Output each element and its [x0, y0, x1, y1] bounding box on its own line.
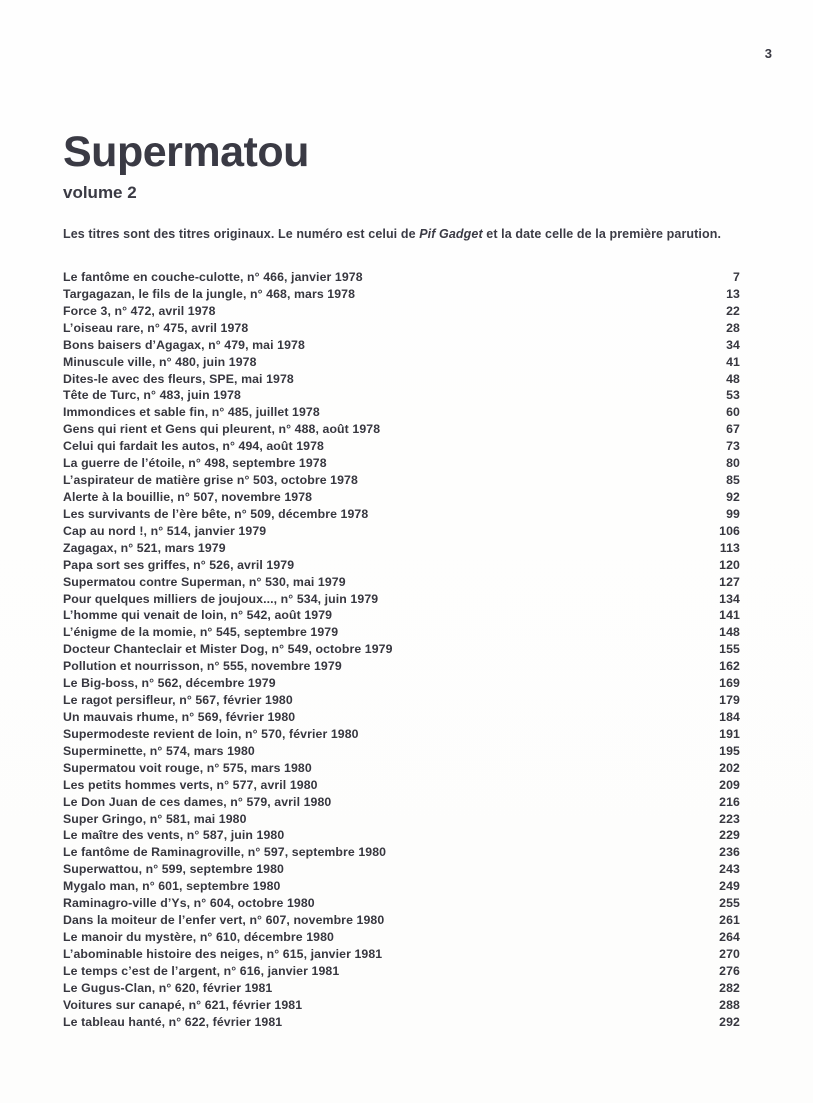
toc-entry-page: 92 — [726, 489, 740, 504]
toc-entry-title: Targagazan, le fils de la jungle, n° 468, mars 1978 — [63, 286, 356, 301]
toc-entry-title: Superwattou, n° 599, septembre 1980 — [63, 862, 284, 877]
toc-entry-page: 261 — [719, 913, 740, 928]
toc-entry-page: 127 — [719, 574, 740, 589]
intro-note-part1: Les titres sont des titres originaux. Le numéro est celui de — [63, 227, 420, 241]
toc-row — [63, 693, 740, 710]
toc-entry-page: 22 — [726, 303, 740, 318]
toc-entry-title: Le Big-boss, n° 562, décembre 1979 — [63, 676, 276, 691]
toc-entry-page: 184 — [719, 709, 740, 724]
toc-entry-title: Bons baisers d’Agagax, n° 479, mai 1978 — [63, 337, 305, 352]
page-number-folio: 3 — [764, 46, 772, 61]
toc-row — [63, 372, 740, 389]
toc-entry-title: Papa sort ses griffes, n° 526, avril 1979 — [63, 557, 295, 572]
toc-entry-title: Le Don Juan de ces dames, n° 579, avril 1980 — [63, 794, 332, 809]
toc-entry-title: Supermodeste revient de loin, n° 570, février 1980 — [63, 726, 359, 741]
toc-row — [63, 727, 740, 744]
toc-entry-page: 113 — [719, 540, 740, 555]
toc-row — [63, 913, 740, 930]
toc-entry-page: 48 — [726, 371, 740, 386]
toc-row — [63, 405, 740, 422]
toc-row — [63, 608, 740, 625]
toc-row — [63, 778, 740, 795]
toc-row — [63, 710, 740, 727]
toc-entry-title: Cap au nord !, n° 514, janvier 1979 — [63, 523, 267, 538]
toc-entry-title: Dites-le avec des fleurs, SPE, mai 1978 — [63, 371, 294, 386]
toc-entry-title: La guerre de l’étoile, n° 498, septembre 1978 — [63, 456, 327, 471]
toc-entry-title: Force 3, n° 472, avril 1978 — [63, 303, 216, 318]
toc-entry-page: 67 — [726, 422, 740, 437]
toc-entry-page: 229 — [719, 828, 740, 843]
toc-entry-page: 179 — [719, 693, 740, 708]
toc-row — [63, 744, 740, 761]
toc-row — [63, 998, 740, 1015]
toc-entry-title: Les petits hommes verts, n° 577, avril 1980 — [63, 777, 318, 792]
toc-entry-page: 28 — [726, 320, 740, 335]
toc-entry-title: Zagagax, n° 521, mars 1979 — [63, 540, 226, 555]
toc-entry-title: Tête de Turc, n° 483, juin 1978 — [63, 388, 241, 403]
toc-row — [63, 930, 740, 947]
toc-entry-page: 243 — [719, 862, 740, 877]
page-content — [63, 128, 740, 1031]
toc-entry-page: 270 — [719, 946, 740, 961]
toc-row — [63, 321, 740, 338]
toc-entry-title: Pour quelques milliers de joujoux..., n° 534, juin 1979 — [63, 591, 379, 606]
toc-entry-page: 13 — [726, 286, 740, 301]
toc-entry-title: Le ragot persifleur, n° 567, février 1980 — [63, 693, 293, 708]
toc-row — [63, 828, 740, 845]
toc-entry-title: L’énigme de la momie, n° 545, septembre 1979 — [63, 625, 339, 640]
toc-entry-title: L’abominable histoire des neiges, n° 615, janvier 1981 — [63, 946, 383, 961]
toc-row — [63, 795, 740, 812]
toc-entry-title: Le manoir du mystère, n° 610, décembre 1980 — [63, 929, 334, 944]
toc-row — [63, 422, 740, 439]
toc-row — [63, 388, 740, 405]
page-subtitle: volume 2 — [63, 183, 137, 202]
toc-entry-page: 169 — [719, 676, 740, 691]
toc-entry-title: Immondices et sable fin, n° 485, juillet 1978 — [63, 405, 320, 420]
toc-entry-page: 276 — [719, 963, 740, 978]
toc-entry-page: 85 — [726, 473, 740, 488]
toc-entry-title: Mygalo man, n° 601, septembre 1980 — [63, 879, 281, 894]
toc-entry-page: 148 — [719, 625, 740, 640]
toc-entry-title: Un mauvais rhume, n° 569, février 1980 — [63, 709, 296, 724]
toc-entry-title: Alerte à la bouillie, n° 507, novembre 1978 — [63, 489, 313, 504]
toc-entry-page: 141 — [719, 608, 740, 623]
toc-entry-title: Super Gringo, n° 581, mai 1980 — [63, 811, 247, 826]
toc-entry-title: Le tableau hanté, n° 622, février 1981 — [63, 1014, 283, 1029]
page-title: Supermatou — [63, 128, 309, 176]
toc-entry-page: 202 — [719, 760, 740, 775]
toc-entry-page: 288 — [719, 997, 740, 1012]
toc-row — [63, 338, 740, 355]
toc-entry-title: Le Gugus-Clan, n° 620, février 1981 — [63, 980, 273, 995]
toc-entry-title: Le temps c’est de l’argent, n° 616, janvier 1981 — [63, 963, 340, 978]
toc-entry-page: 73 — [726, 439, 740, 454]
toc-entry-page: 53 — [726, 388, 740, 403]
toc-row — [63, 524, 740, 541]
toc-entry-page: 60 — [726, 405, 740, 420]
toc-row — [63, 947, 740, 964]
toc-row — [63, 355, 740, 372]
toc-entry-title: Le fantôme de Raminagroville, n° 597, septembre 1980 — [63, 845, 387, 860]
intro-note-part2: et la date celle de la première parution. — [482, 227, 722, 241]
toc-entry-page: 255 — [719, 896, 740, 911]
toc-entry-page: 216 — [719, 794, 740, 809]
toc-entry-page: 209 — [719, 777, 740, 792]
toc-entry-page: 7 — [733, 270, 740, 284]
toc-row — [63, 490, 740, 507]
toc-row — [63, 642, 740, 659]
toc-row — [63, 270, 740, 287]
toc-entry-page: 249 — [719, 879, 740, 894]
toc-row — [63, 558, 740, 575]
toc-entry-title: Voitures sur canapé, n° 621, février 1981 — [63, 997, 303, 1012]
toc-entry-title: L’oiseau rare, n° 475, avril 1978 — [63, 320, 249, 335]
toc-row — [63, 845, 740, 862]
toc-entry-title: Les survivants de l’ère bête, n° 509, décembre 1978 — [63, 506, 369, 521]
toc-row — [63, 507, 740, 524]
toc-row — [63, 575, 740, 592]
toc-entry-page: 41 — [726, 354, 740, 369]
toc-entry-page: 106 — [719, 523, 740, 538]
toc-entry-page: 134 — [719, 591, 740, 606]
toc-entry-page: 195 — [719, 743, 740, 758]
toc-entry-page: 120 — [719, 557, 740, 572]
toc-entry-page: 282 — [719, 980, 740, 995]
toc-row — [63, 659, 740, 676]
toc-entry-title: Celui qui fardait les autos, n° 494, août 1978 — [63, 439, 324, 454]
toc-row — [63, 812, 740, 829]
toc-row — [63, 439, 740, 456]
toc-entry-title: Dans la moiteur de l’enfer vert, n° 607, novembre 1980 — [63, 913, 385, 928]
toc-row — [63, 761, 740, 778]
toc-row — [63, 287, 740, 304]
toc-row — [63, 304, 740, 321]
toc-entry-page: 191 — [719, 726, 740, 741]
toc-entry-title: Minuscule ville, n° 480, juin 1978 — [63, 354, 257, 369]
toc-row — [63, 473, 740, 490]
toc-entry-page: 162 — [719, 659, 740, 674]
toc-entry-page: 155 — [719, 642, 740, 657]
toc-entry-page: 99 — [726, 506, 740, 521]
toc-entry-page: 292 — [719, 1014, 740, 1029]
toc-entry-title: Pollution et nourrisson, n° 555, novembre 1979 — [63, 659, 342, 674]
intro-note-italic: Pif Gadget — [419, 227, 483, 241]
toc-entry-title: Superminette, n° 574, mars 1980 — [63, 743, 255, 758]
toc-entry-page: 236 — [719, 845, 740, 860]
toc-entry-title: Docteur Chanteclair et Mister Dog, n° 549, octobre 1979 — [63, 642, 393, 657]
toc-row — [63, 981, 740, 998]
toc-row — [63, 541, 740, 558]
toc-entry-page: 264 — [719, 929, 740, 944]
toc-row — [63, 964, 740, 981]
toc-entry-page: 34 — [726, 337, 740, 352]
toc-row — [63, 456, 740, 473]
toc-entry-title: Gens qui rient et Gens qui pleurent, n° 488, août 1978 — [63, 422, 381, 437]
toc-entry-title: Supermatou contre Superman, n° 530, mai 1979 — [63, 574, 346, 589]
toc-row — [63, 862, 740, 879]
toc-row — [63, 879, 740, 896]
toc-entry-title: Supermatou voit rouge, n° 575, mars 1980 — [63, 760, 312, 775]
toc-entry-title: Raminagro-ville d’Ys, n° 604, octobre 1980 — [63, 896, 315, 911]
toc-row — [63, 625, 740, 642]
toc-list — [63, 270, 740, 1031]
intro-note — [63, 227, 740, 241]
toc-entry-page: 223 — [719, 811, 740, 826]
toc-entry-page: 80 — [726, 456, 740, 471]
toc-entry-title: L’aspirateur de matière grise n° 503, octobre 1978 — [63, 473, 358, 488]
toc-entry-title: Le fantôme en couche-culotte, n° 466, janvier 1978 — [63, 270, 363, 284]
toc-row — [63, 592, 740, 609]
toc-row — [63, 1015, 740, 1032]
toc-row — [63, 676, 740, 693]
toc-entry-title: L’homme qui venait de loin, n° 542, août 1979 — [63, 608, 333, 623]
toc-row — [63, 896, 740, 913]
toc-entry-title: Le maître des vents, n° 587, juin 1980 — [63, 828, 285, 843]
